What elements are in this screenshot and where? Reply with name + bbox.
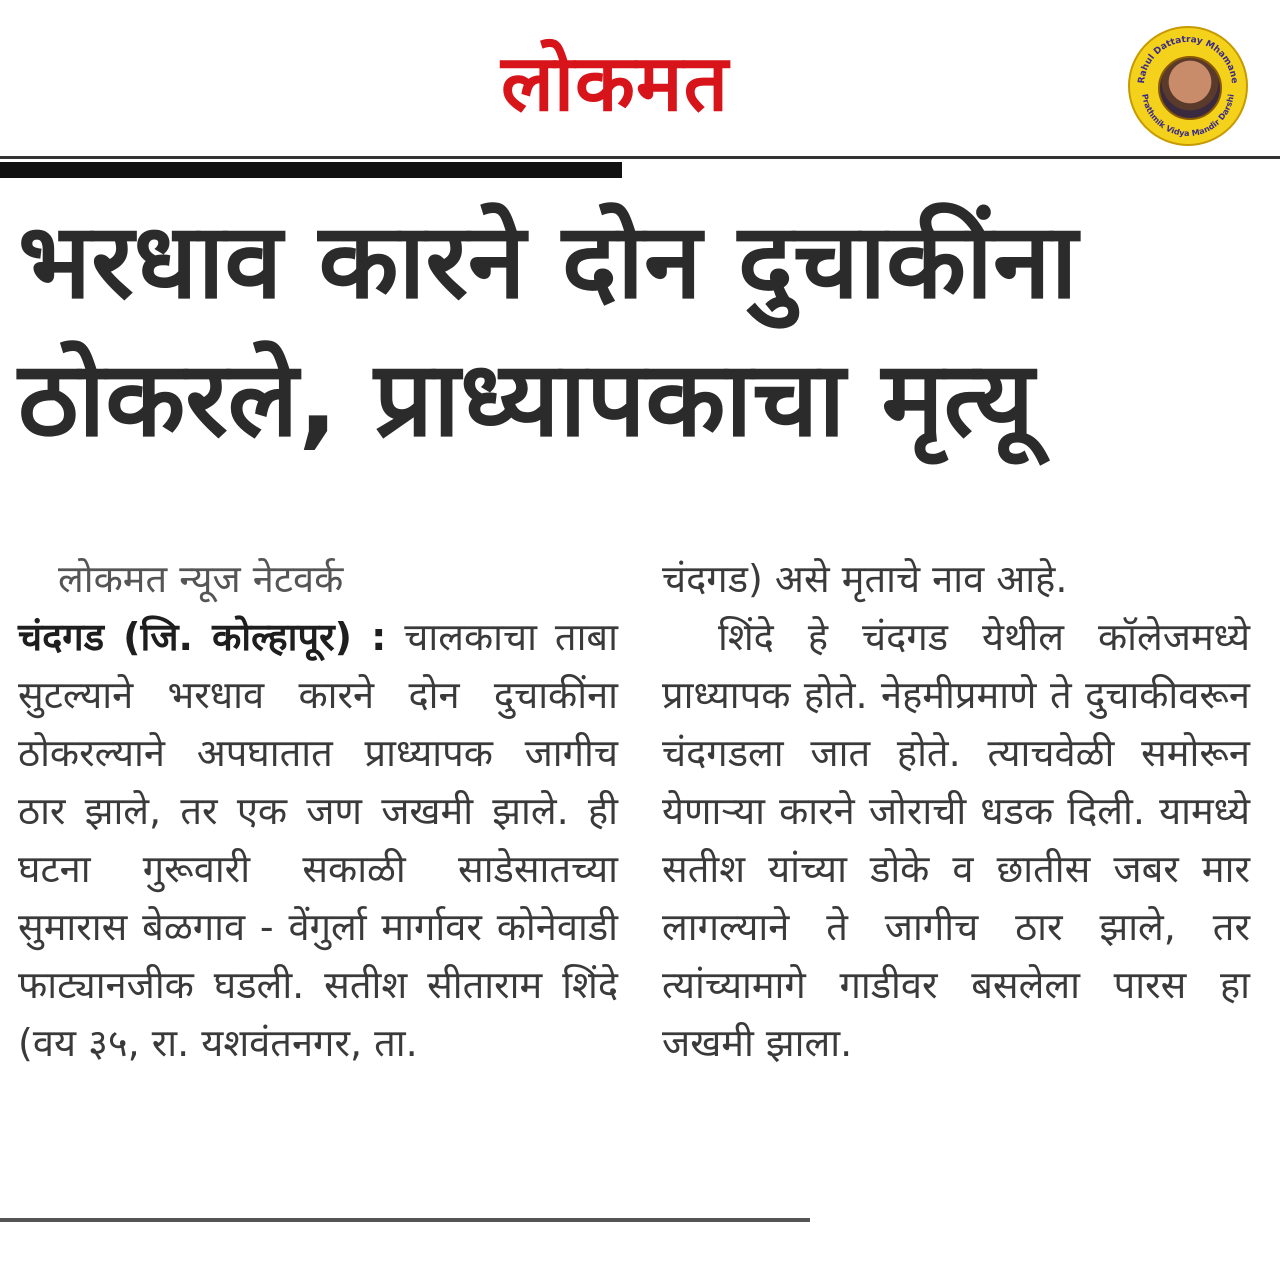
byline-credit: लोकमत न्यूज नेटवर्क xyxy=(58,557,344,601)
article-paragraph-2: शिंदे हे चंदगड येथील कॉलेजमध्ये प्राध्यापक होते. नेहमीप्रमाणे ते दुचाकीवरून चंदगडला जात होते. त्याचवेळी समोरून येणाऱ्या कारने जोराची धडक दिली. यामध्ये सतीश यांच्या डोके व छातीस जबर मार लागल्याने ते जागीच ठार झाले, तर त्यांच्यामागे गाडीवर बसलेला पारस हा जखमी झाला. xyxy=(662,615,1250,1065)
footer-rule xyxy=(0,1218,810,1222)
svg-text:Prathmik Vidya Mandir Darshi: Prathmik Vidya Mandir Darshi xyxy=(1140,93,1236,139)
header-bar xyxy=(0,162,622,178)
article-column-right xyxy=(662,550,1250,1072)
article-paragraph-1-continued: चंदगड) असे मृताचे नाव आहे. xyxy=(662,557,1068,601)
article-headline xyxy=(18,192,1268,468)
svg-text:Rahul Dattatray Mhamane: Rahul Dattatray Mhamane xyxy=(1136,34,1239,85)
paragraph-1-text: चालकाचा ताबा सुटल्याने भरधाव कारने दोन दुचाकींना ठोकरल्याने अपघातात प्राध्यापक जागीच ठार झाले, तर एक जण जखमी झाले. ही घटना गुरूवारी सकाळी साडेसातच्या सुमारास बेळगाव - वेंगुर्ला मार्गावर कोनेवाडी फाट्यानजीक घडली. सतीश सीताराम शिंदे (वय ३५, रा. यशवंतनगर, ता. xyxy=(18,615,618,1065)
author-photo xyxy=(1158,56,1222,120)
headline-line-2: ठोकरले, प्राध्यापकाचा मृत्यू xyxy=(18,338,1035,460)
headline-line-1: भरधाव कारने दोन दुचाकींना xyxy=(18,200,1078,322)
newspaper-masthead: लोकमत xyxy=(500,39,730,129)
author-badge-logo xyxy=(1128,26,1248,146)
header-rule xyxy=(0,156,1280,159)
article-paragraph-1 xyxy=(18,608,618,1072)
article-column-left xyxy=(18,550,618,1072)
dateline: चंदगड (जि. कोल्हापूर) : xyxy=(18,615,387,659)
